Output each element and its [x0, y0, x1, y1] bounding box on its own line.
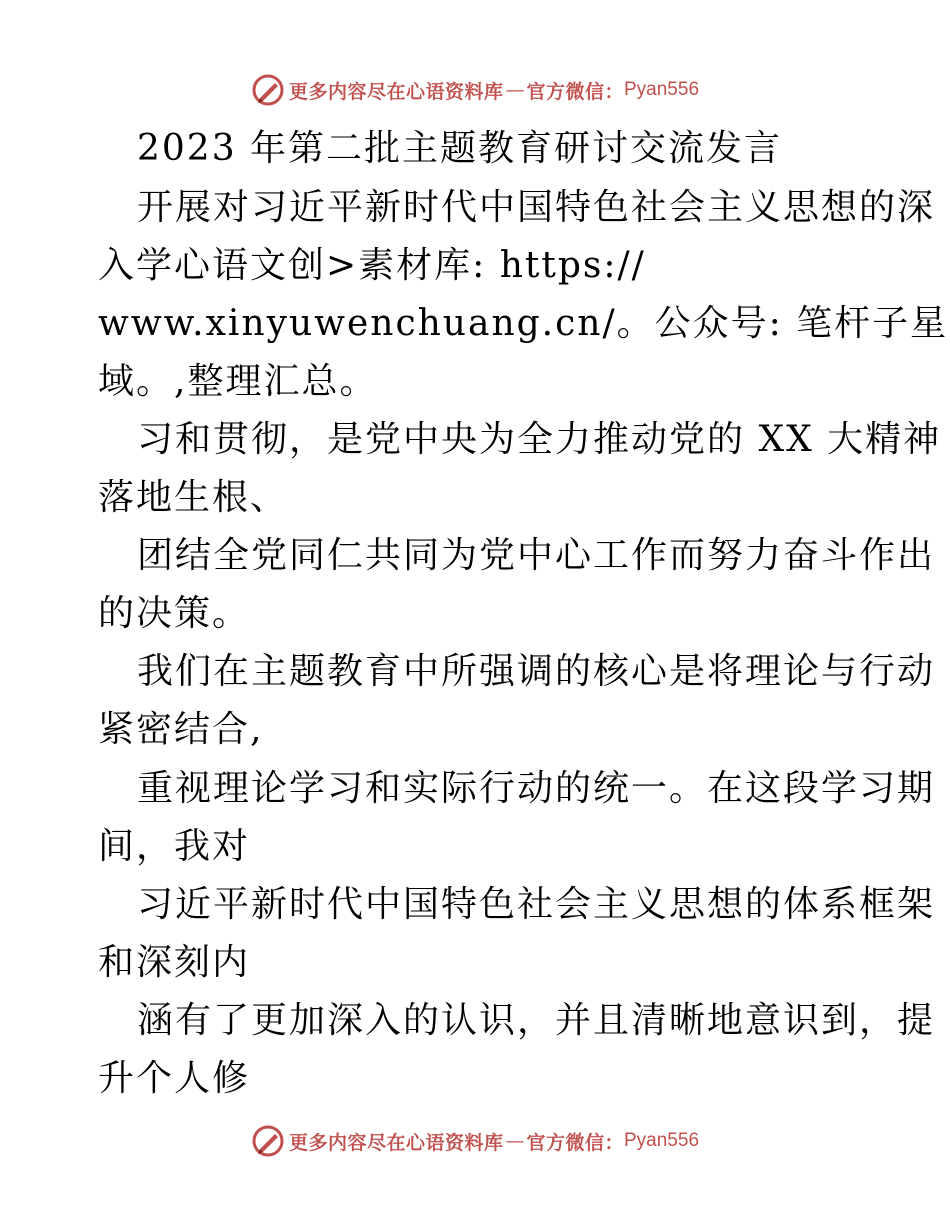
watermark-separator: —: [505, 1130, 525, 1152]
text-line: 域。,整理汇总。: [98, 361, 378, 402]
text-line: 我们在主题教育中所强调的核心是将理论与行动: [137, 651, 936, 692]
text-line: 的决策。: [98, 593, 251, 634]
text-line: 和深刻内: [98, 942, 251, 983]
text-line: 习近平新时代中国特色社会主义思想的体系框架: [137, 884, 936, 925]
footer-watermark: [0, 1121, 950, 1161]
watermark-separator: —: [505, 79, 525, 101]
text-line: 间，我对: [98, 826, 251, 867]
watermark-contact: 官方微信：: [526, 1131, 624, 1154]
document-title: 2023 年第二批主题教育研讨交流发言: [137, 128, 783, 169]
pen-logo-icon: [251, 1124, 285, 1158]
text-line: 升个人修: [98, 1058, 251, 1099]
text-line: 重视理论学习和实际行动的统一。在这段学习期: [137, 768, 936, 809]
text-line: 习和贯彻，是党中央为全力推动党的 XX 大精神: [137, 419, 942, 460]
text-line: 紧密结合,: [98, 709, 264, 750]
text-line: 涵有了更加深入的认识，并且清晰地意识到，提: [137, 1000, 936, 1041]
text-line: 入学心语文创>素材库: https://: [98, 245, 646, 286]
watermark-text: 更多内容尽在心语资料库: [288, 1131, 504, 1154]
watermark-handle: Pyan556: [624, 79, 700, 100]
watermark-text: 更多内容尽在心语资料库: [288, 80, 504, 103]
text-line: 落地生根、: [98, 477, 289, 518]
text-line: 团结全党同仁共同为党中心工作而努力奋斗作出: [137, 535, 936, 576]
text-line: 开展对习近平新时代中国特色社会主义思想的深: [137, 187, 936, 228]
watermark-handle: Pyan556: [624, 1130, 700, 1151]
watermark-contact: 官方微信：: [526, 80, 624, 103]
text-line: www.xinyuwenchuang.cn/。公众号: 笔杆子星: [98, 303, 949, 344]
